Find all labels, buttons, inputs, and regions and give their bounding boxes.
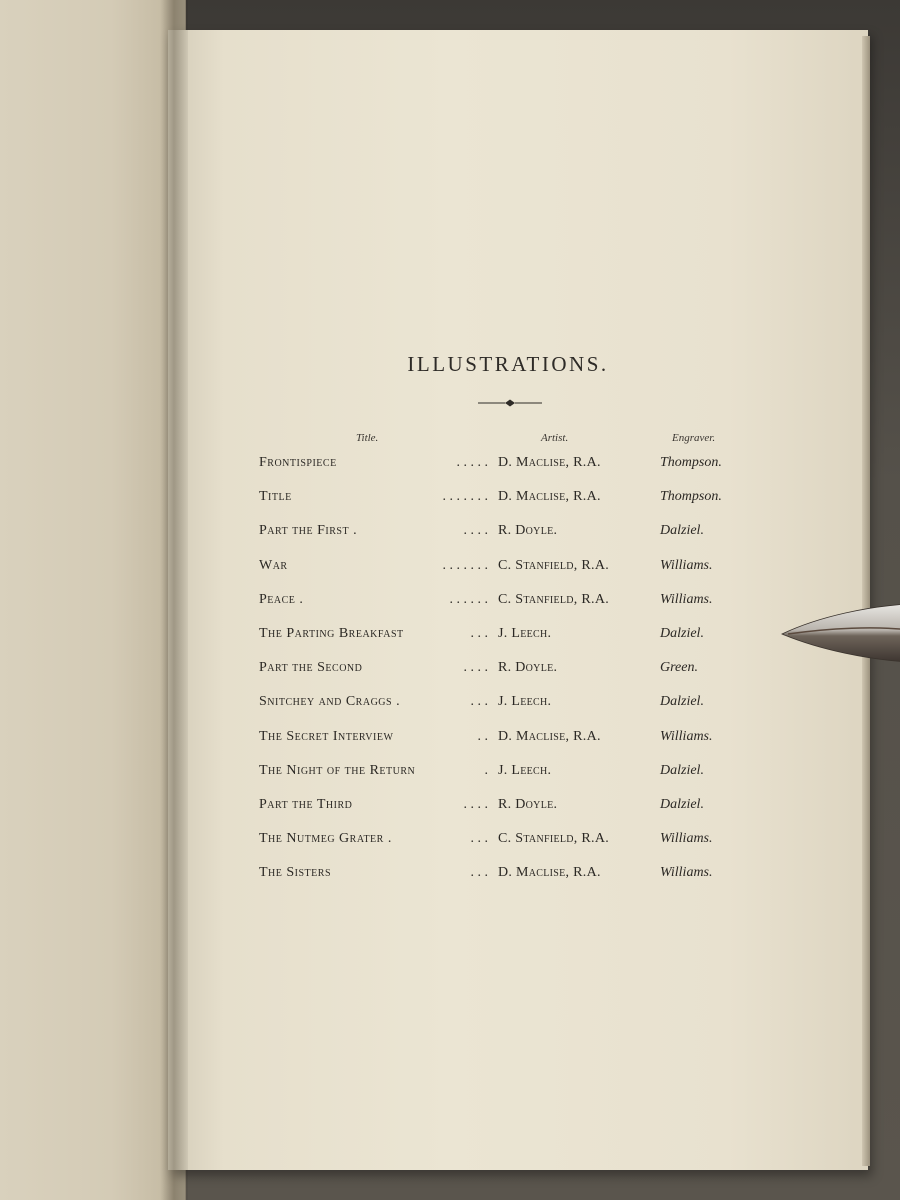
illustration-title: Snitchey and Craggs .: [259, 694, 401, 710]
column-header-artist: Artist.: [541, 432, 569, 444]
illustration-artist: R. Doyle.: [498, 660, 558, 676]
illustration-engraver: Dalziel.: [660, 694, 704, 710]
illustration-artist: C. Stanfield, R.A.: [498, 557, 610, 573]
illustration-engraver: Thompson.: [660, 489, 722, 505]
illustration-engraver: Dalziel.: [660, 626, 704, 641]
list-item: [0, 520, 900, 542]
illustration-engraver: Dalziel.: [660, 762, 704, 778]
dot-leaders: . . . . . . .: [442, 489, 488, 505]
dot-leaders: . . . . . . .: [442, 557, 488, 573]
illustration-engraver: Dalziel.: [660, 797, 704, 812]
illustration-artist: J. Leech.: [498, 694, 552, 710]
dot-leaders: . . .: [470, 694, 488, 710]
ornament-rule-icon: [478, 398, 542, 408]
illustration-engraver: Dalziel.: [660, 523, 704, 539]
list-item: [0, 726, 900, 748]
list-item: [0, 486, 900, 508]
dot-leaders: . . .: [470, 626, 488, 641]
illustration-engraver: Williams.: [660, 831, 713, 847]
dot-leaders: . . . . . .: [449, 591, 488, 607]
dot-leaders: . .: [477, 728, 488, 744]
illustration-title: Part the Second: [259, 660, 363, 676]
list-item: [0, 862, 900, 884]
page-heading: ILLUSTRATIONS.: [407, 352, 609, 376]
column-header-title: Title.: [356, 432, 379, 444]
illustration-engraver: Williams.: [660, 865, 713, 881]
list-item: [0, 555, 900, 577]
illustration-title: Frontispiece: [259, 455, 337, 470]
list-item: [0, 794, 900, 816]
list-item: [0, 828, 900, 850]
illustration-title: The Parting Breakfast: [259, 626, 404, 641]
column-header-engraver: Engraver.: [672, 432, 716, 444]
illustration-artist: R. Doyle.: [498, 797, 558, 812]
illustration-engraver: Green.: [660, 660, 698, 676]
dot-leaders: .: [484, 762, 488, 778]
illustration-title: Part the First .: [259, 523, 358, 539]
list-item: [0, 452, 900, 474]
illustration-title: Peace .: [259, 591, 304, 607]
list-item: [0, 691, 900, 713]
illustration-title: The Secret Interview: [259, 728, 394, 744]
dot-leaders: . . . .: [463, 523, 488, 539]
illustration-engraver: Williams.: [660, 728, 713, 744]
illustration-title: The Sisters: [259, 865, 332, 881]
dot-leaders: . . .: [470, 831, 488, 847]
list-item: [0, 760, 900, 782]
list-item: [0, 623, 900, 645]
illustration-engraver: Williams.: [660, 591, 713, 607]
illustration-engraver: Williams.: [660, 557, 713, 573]
illustration-title: The Nutmeg Grater .: [259, 831, 392, 847]
illustration-artist: J. Leech.: [498, 626, 552, 641]
list-item: [0, 657, 900, 679]
illustration-artist: R. Doyle.: [498, 523, 558, 539]
illustration-title: War: [259, 557, 288, 573]
illustration-artist: D. Maclise, R.A.: [498, 865, 601, 881]
dot-leaders: . . . .: [463, 660, 488, 676]
illustration-title: Title: [259, 489, 292, 505]
illustration-artist: D. Maclise, R.A.: [498, 455, 601, 470]
illustration-artist: J. Leech.: [498, 762, 552, 778]
list-item: [0, 589, 900, 611]
illustration-artist: D. Maclise, R.A.: [498, 489, 601, 505]
dot-leaders: . . . . .: [456, 455, 488, 470]
illustration-title: Part the Third: [259, 797, 353, 812]
illustration-artist: D. Maclise, R.A.: [498, 728, 601, 744]
illustration-artist: C. Stanfield, R.A.: [498, 591, 610, 607]
dot-leaders: . . .: [470, 865, 488, 881]
pointer-tool-icon: [780, 600, 900, 670]
illustration-artist: C. Stanfield, R.A.: [498, 831, 610, 847]
illustration-title: The Night of the Return: [259, 762, 416, 778]
dot-leaders: . . . .: [463, 797, 488, 812]
illustration-engraver: Thompson.: [660, 455, 722, 470]
